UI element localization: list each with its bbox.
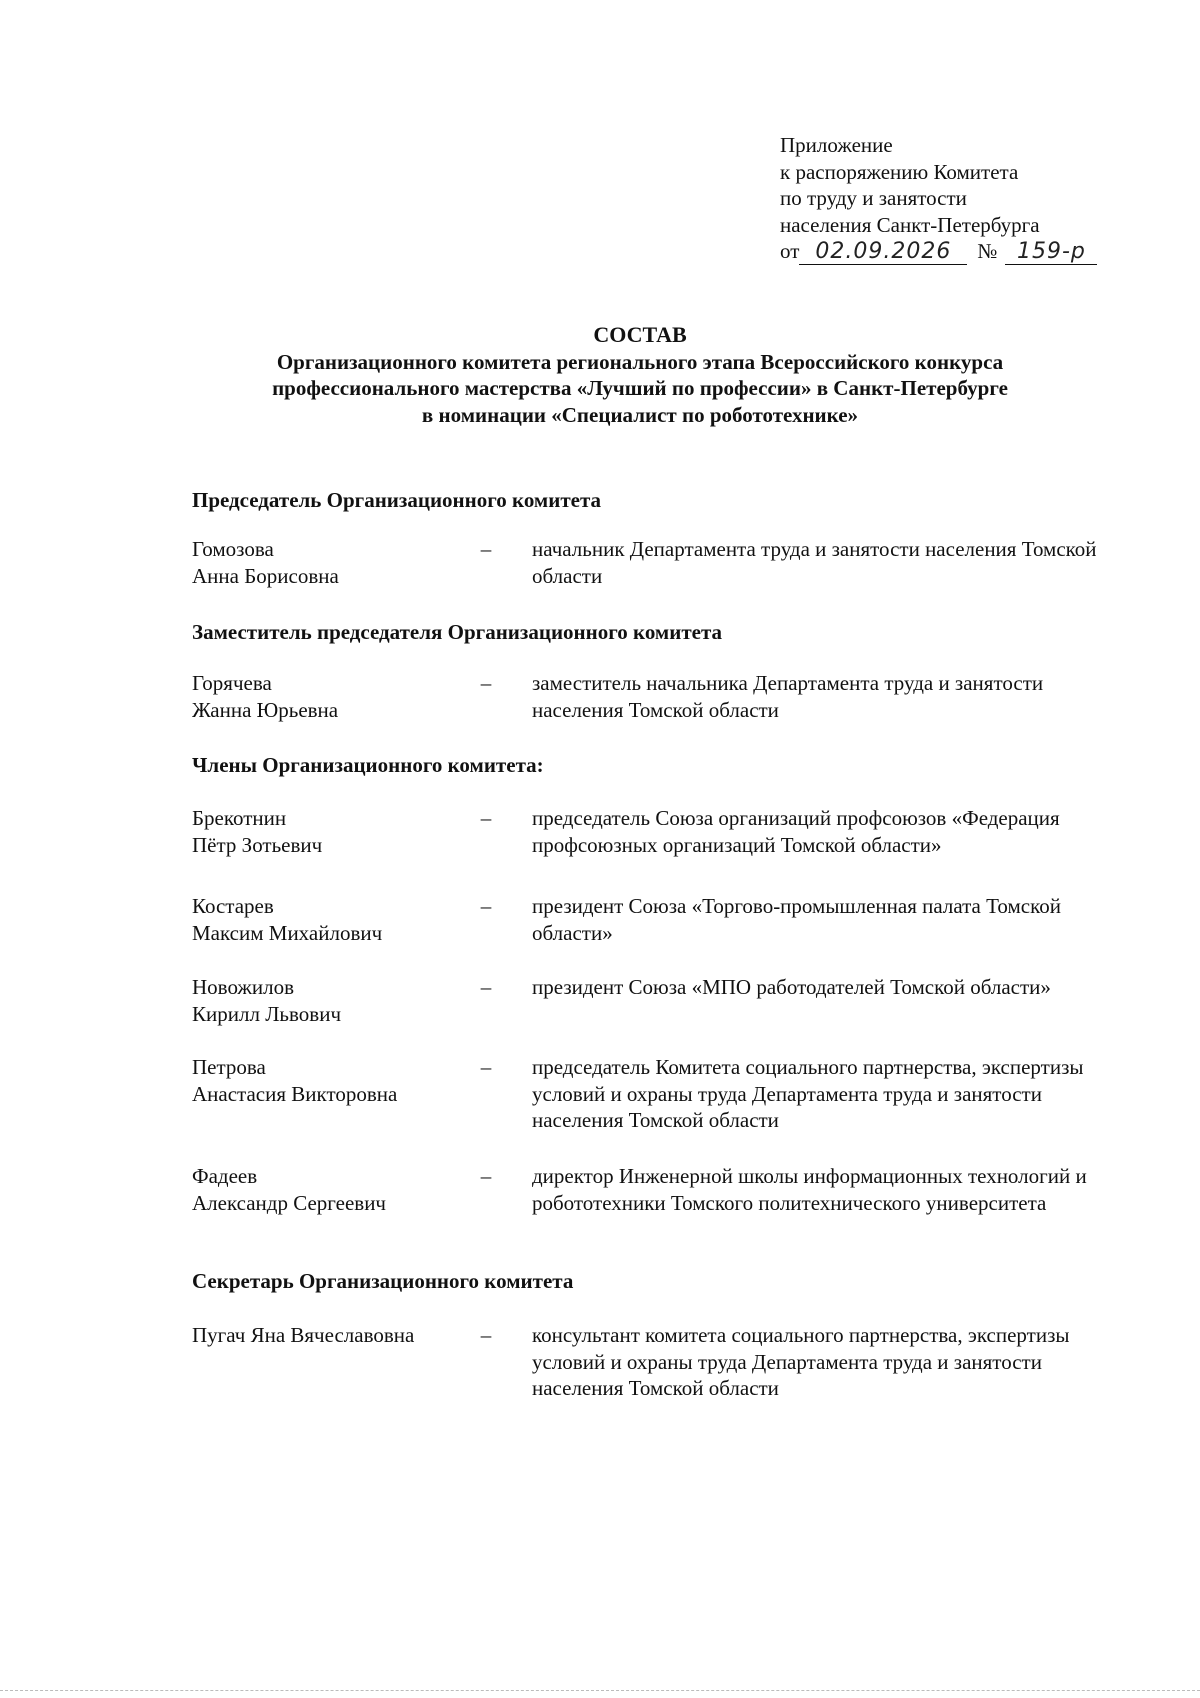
person-name: [192, 893, 482, 946]
person-name: [192, 1054, 482, 1107]
person-surname: Гомозова: [192, 537, 274, 561]
number-sign: №: [977, 239, 998, 263]
person-surname: Брекотнин: [192, 806, 287, 830]
person-position: председатель Союза организаций профсоюзов «Федерация профсоюзных организаций Томской области»: [532, 806, 1060, 857]
scan-edge-line: [0, 1690, 1200, 1691]
document-title: [160, 322, 1120, 428]
person-given-name: Александр Сергеевич: [192, 1190, 386, 1215]
person-name: [192, 805, 482, 858]
person-position: президент Союза «МПО работодателей Томской области»: [532, 975, 1051, 999]
title-main: СОСТАВ: [593, 322, 687, 347]
from-label: от: [780, 239, 800, 263]
person-surname: Фадеев: [192, 1164, 258, 1188]
person-position: консультант комитета социального партнерства, экспертизы условий и охраны труда Департамента труда и занятости населения Томской области: [532, 1323, 1070, 1400]
person-name: [192, 670, 482, 723]
dash: –: [480, 671, 492, 695]
person-name: [192, 536, 482, 589]
appendix-line-2: к распоряжению Комитета: [780, 159, 1019, 184]
person-name: [192, 1322, 482, 1349]
appendix-line-3: по труду и занятости: [780, 186, 967, 210]
person-position: директор Инженерной школы информационных технологий и робототехники Томского политехнического университета: [532, 1164, 1087, 1215]
members-heading: Члены Организационного комитета:: [192, 753, 544, 777]
handwritten-number: 159-р: [1005, 240, 1097, 265]
title-line-3: в номинации «Специалист по робототехнике»: [421, 402, 859, 427]
person-position: начальник Департамента труда и занятости населения Томской области: [532, 537, 1097, 588]
person-name: [192, 974, 482, 1027]
person-position: председатель Комитета социального партнерства, экспертизы условий и охраны труда Департамента труда и занятости населения Томской области: [532, 1055, 1084, 1132]
dash: –: [480, 1055, 492, 1079]
dash: –: [480, 975, 492, 999]
deputy-heading: Заместитель председателя Организационного комитета: [192, 620, 723, 644]
order-reference: [780, 238, 1097, 265]
person-surname: Петрова: [192, 1055, 266, 1079]
dash: –: [480, 806, 492, 830]
dash: –: [480, 537, 492, 561]
person-surname: Новожилов: [192, 975, 295, 999]
dash: –: [480, 1323, 492, 1347]
person-given-name: Анна Борисовна: [192, 563, 339, 588]
person-given-name: Кирилл Львович: [192, 1001, 341, 1026]
title-line-2: профессионального мастерства «Лучший по профессии» в Санкт-Петербурге: [272, 376, 1008, 400]
person-surname: Горячева: [192, 671, 272, 695]
appendix-line-4: населения Санкт-Петербурга: [780, 212, 1040, 237]
person-position: президент Союза «Торгово-промышленная палата Томской области»: [532, 894, 1061, 945]
person-given-name: Максим Михайлович: [192, 920, 383, 945]
dash: –: [480, 1164, 492, 1188]
appendix-line-1: Приложение: [780, 133, 893, 157]
person-full-name: Пугач Яна Вячеславовна: [192, 1323, 415, 1347]
appendix-block: [780, 132, 1097, 265]
person-given-name: Анастасия Викторовна: [192, 1081, 398, 1106]
secretary-heading: Секретарь Организационного комитета: [192, 1269, 574, 1293]
person-given-name: Жанна Юрьевна: [192, 697, 339, 722]
person-name: [192, 1163, 482, 1216]
dash: –: [480, 894, 492, 918]
handwritten-date: 02.09.2026: [799, 240, 967, 265]
person-surname: Костарев: [192, 894, 274, 918]
person-position: заместитель начальника Департамента труда и занятости населения Томской области: [532, 671, 1044, 722]
person-given-name: Пётр Зотьевич: [192, 832, 323, 857]
chair-heading: Председатель Организационного комитета: [192, 488, 602, 512]
title-line-1: Организационного комитета регионального этапа Всероссийского конкурса: [276, 349, 1004, 374]
